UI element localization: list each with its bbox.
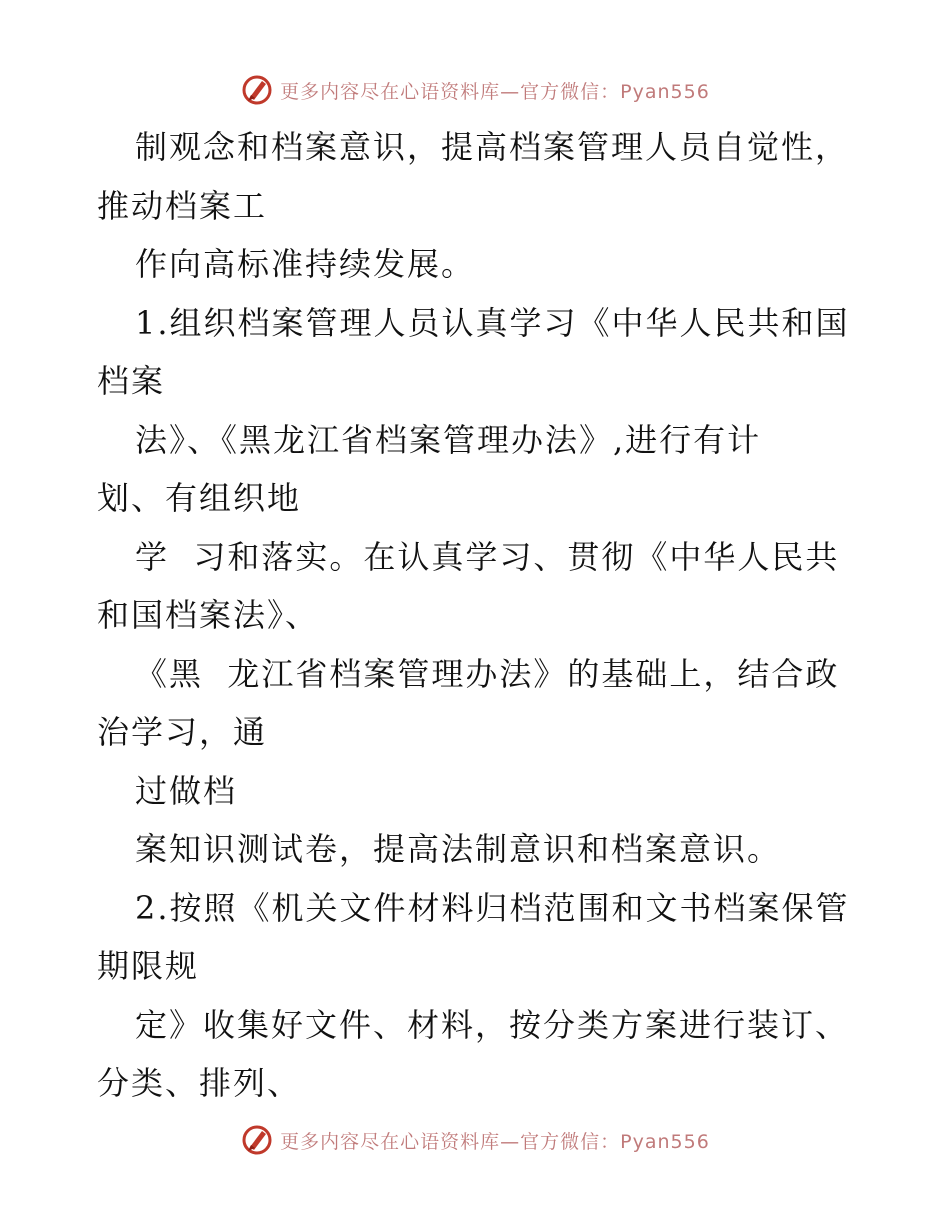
body-line: 档案 bbox=[97, 362, 166, 400]
footer-banner bbox=[0, 1120, 950, 1160]
body-line: 期限规 bbox=[97, 947, 200, 985]
body-line: 案知识测试卷，提高法制意识和档案意识。 bbox=[135, 830, 782, 868]
body-line: 1.组织档案管理人员认真学习《中华人民共和国 bbox=[135, 303, 850, 342]
body-line: 和国档案法》、 bbox=[97, 596, 320, 634]
body-line: 作向高标准持续发展。 bbox=[135, 245, 476, 283]
body-line: 制观念和档案意识，提高档案管理人员自觉性， bbox=[135, 128, 850, 166]
header-banner bbox=[0, 70, 950, 110]
pen-logo-icon bbox=[240, 73, 274, 107]
body-line: 定》收集好文件、材料，按分类方案进行装订、 bbox=[135, 1005, 850, 1044]
document-body bbox=[97, 118, 877, 1113]
body-line: 分类、排列、 bbox=[97, 1064, 302, 1102]
body-line: 2.按照《机关文件材料归档范围和文书档案保管 bbox=[135, 888, 850, 927]
body-line: 划、有组织地 bbox=[97, 479, 302, 517]
pen-logo-icon bbox=[240, 1123, 274, 1157]
body-line: 学 习和落实。在认真学习、贯彻《中华人民共 bbox=[135, 537, 840, 576]
footer-text: 更多内容尽在心语资料库—官方微信：Pyan556 bbox=[280, 1130, 710, 1153]
body-line: 《黑 龙江省档案管理办法》的基础上，结合政 bbox=[135, 654, 840, 693]
body-line: 治学习，通 bbox=[97, 713, 268, 751]
body-line: 过做档 bbox=[135, 771, 238, 810]
header-text: 更多内容尽在心语资料库—官方微信：Pyan556 bbox=[280, 80, 710, 103]
body-line: 推动档案工 bbox=[97, 186, 268, 225]
body-line: 法》、《黑龙江省档案管理办法》,进行有计 bbox=[135, 420, 762, 459]
